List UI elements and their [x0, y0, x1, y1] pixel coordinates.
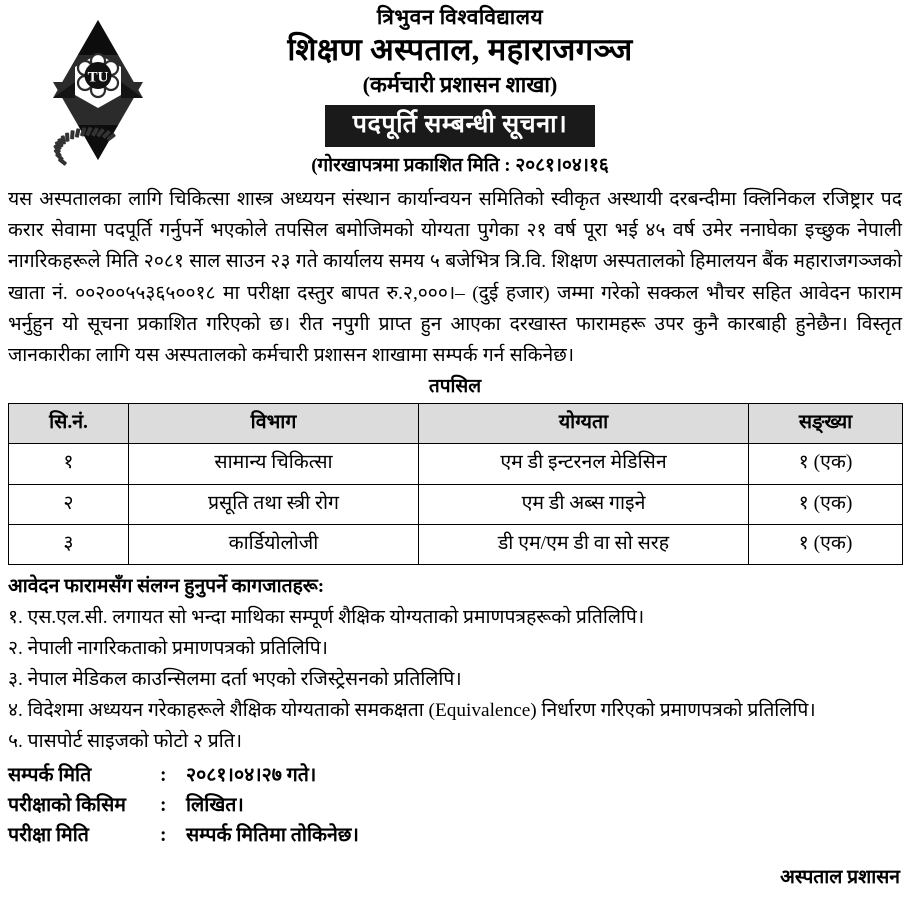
- list-item: ३. नेपाल मेडिकल काउन्सिलमा दर्ता भएको रजिस्ट्रेसनको प्रतिलिपि।: [8, 669, 462, 691]
- cell-count: १ (एक): [749, 484, 903, 524]
- notice-title-banner: पदपूर्ति सम्बन्धी सूचना।: [325, 105, 596, 147]
- list-item: २. नेपाली नागरिकताको प्रमाणपत्रको प्रतिलिपि।: [8, 638, 328, 660]
- list-item: ४. विदेशमा अध्ययन गरेकाहरूले शैक्षिक योग्यताको समकक्षता (Equivalence) निर्धारण गरिएको प्रमाणपत्रको प्रतिलिपि।: [8, 700, 816, 722]
- vacancy-details-table: [8, 403, 903, 565]
- label-exam-type: परीक्षाको किसिम: [8, 795, 126, 817]
- hospital-name: शिक्षण अस्पताल, महाराजगञ्ज: [287, 32, 633, 68]
- cell-serial: १: [9, 444, 129, 484]
- column-header-qualification: योग्यता: [419, 403, 749, 443]
- footer-info-block: [8, 761, 902, 851]
- value-exam-date: सम्पर्क मितिमा तोकिनेछ।: [186, 825, 359, 847]
- table-row: [9, 524, 903, 564]
- cell-qualification: एम डी इन्टरनल मेडिसिन: [419, 444, 749, 484]
- colon-separator: :: [160, 795, 167, 817]
- table-header-row: [9, 403, 903, 443]
- table-row: [9, 444, 903, 484]
- cell-department: सामान्य चिकित्सा: [129, 444, 419, 484]
- info-row-exam-type: [8, 791, 902, 821]
- list-item: १. एस.एल.सी. लगायत सो भन्दा माथिका सम्पूर्ण शैक्षिक योग्यताको प्रमाणपत्रहरूको प्रतिलिपि।: [8, 607, 645, 629]
- colon-separator: :: [160, 825, 167, 847]
- emblem-monogram: TU: [87, 69, 109, 86]
- label-contact-date: सम्पर्क मिति: [8, 765, 92, 787]
- cell-qualification: डी एम/एम डी वा सो सरह: [419, 524, 749, 564]
- cell-count: १ (एक): [749, 524, 903, 564]
- document-header: [0, 0, 910, 180]
- column-header-count: सङ्ख्या: [749, 403, 903, 443]
- info-row-exam-date: [8, 821, 902, 851]
- notice-banner-row: [180, 105, 740, 147]
- colon-separator: :: [160, 765, 167, 787]
- label-exam-date: परीक्षा मिति: [8, 825, 89, 847]
- cell-serial: ३: [9, 524, 129, 564]
- cell-department: प्रसूति तथा स्त्री रोग: [129, 484, 419, 524]
- required-documents-heading: आवेदन फाराम‌सँग संलग्न हुनुपर्ने कागजातहरू:: [8, 576, 325, 598]
- university-name: त्रिभुवन विश्वविद्यालय: [376, 5, 544, 29]
- published-date: (गोरखापत्रमा प्रकाशित मिति : २०८१।०४।१६: [311, 154, 609, 176]
- table-caption: तपसिल: [428, 376, 482, 398]
- info-row-contact-date: [8, 761, 902, 791]
- cell-department: कार्डियोलोजी: [129, 524, 419, 564]
- value-contact-date: २०८१।०४।२७ गते।: [186, 765, 317, 787]
- header-text-block: [180, 4, 740, 177]
- table-row: [9, 484, 903, 524]
- column-header-serial: सि.नं.: [9, 403, 129, 443]
- signature-authority: अस्पताल प्रशासन: [780, 867, 900, 889]
- cell-qualification: एम डी अब्स गाइने: [419, 484, 749, 524]
- cell-count: १ (एक): [749, 444, 903, 484]
- column-header-department: विभाग: [129, 403, 419, 443]
- value-exam-type: लिखित।: [186, 795, 244, 817]
- notice-body-paragraph: यस अस्पतालका लागि चिकित्सा शास्त्र अध्ययन संस्थान कार्यान्वयन समितिको स्वीकृत अस्थायी दरबन्दीमा क्लिनिकल रजिष्ट्रार पद करार सेवामा पदपूर्ति गर्नुपर्ने भएकोले तपसिल बमोजिमको योग्यता पुगेका २१ वर्ष पूरा भई ४५ वर्ष उमेर ननाघेका इच्छुक नेपाली नागरिकहरूले मिति २०८१ साल साउन २३ गते कार्यालय समय ५ बजेभित्र त्रि.वि. शिक्षण अस्पतालको हिमालयन बैंक महाराजगञ्जको खाता नं. ००२००५५३६५००१८ मा परीक्षा दस्तुर बापत रु.२,०००।– (दुई हजार) जम्मा गरेको सक्कल भौचर सहित आवेदन फाराम भर्नुहुन यो सूचना प्रकाशित गरिएको छ। रीत नपुगी प्राप्त हुन आएका दरखास्त फारामहरू उपर कुनै कारबाही हुनेछैन। विस्तृत जानकारीका लागि यस अस्पतालको कर्मचारी प्रशासन शाखामा सम्पर्क गर्न सकिनेछ।: [8, 189, 902, 367]
- cell-serial: २: [9, 484, 129, 524]
- list-item: ५. पासपोर्ट साइजको फोटो २ प्रति।: [8, 731, 243, 753]
- institute-of-medicine-emblem-icon: [18, 8, 178, 173]
- required-documents-list: [8, 602, 902, 757]
- department-name: (कर्मचारी प्रशासन शाखा): [362, 72, 558, 98]
